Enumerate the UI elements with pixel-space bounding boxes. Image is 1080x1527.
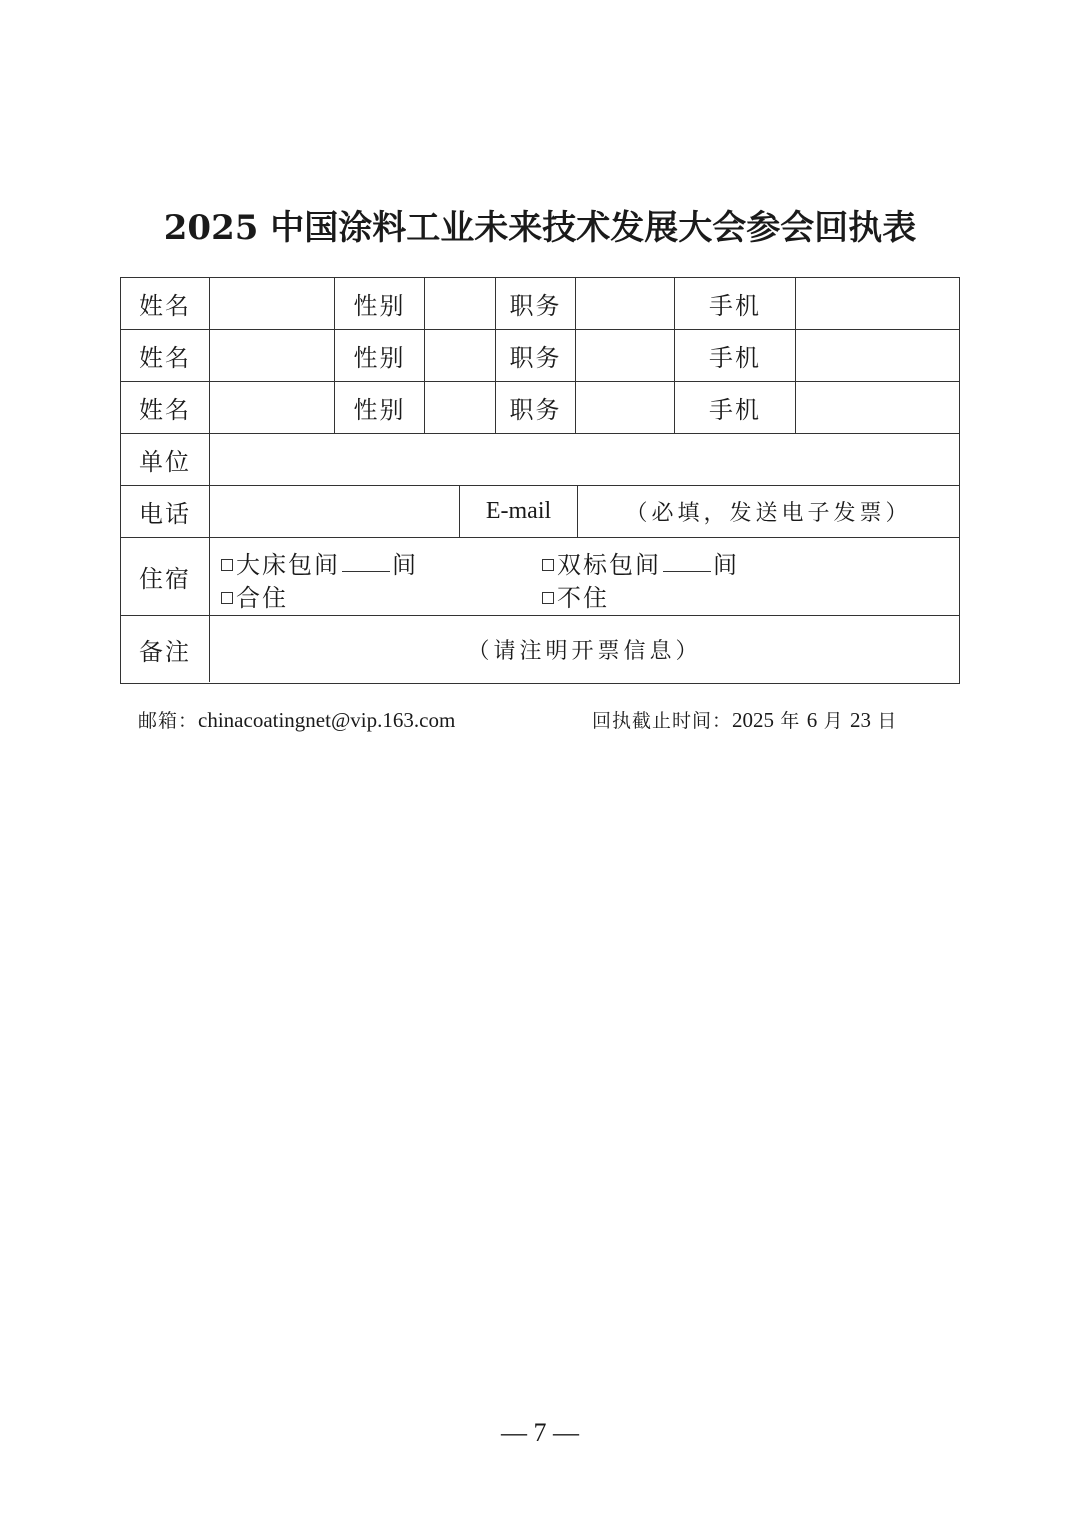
deadline-year-unit: 年 [780,710,801,732]
mailbox-label: 邮箱： [138,710,199,732]
king-room-label: 大床包间 [236,551,340,579]
room-unit-label: 间 [392,551,418,579]
name-label: 姓名 [121,382,210,433]
contact-row [121,486,959,538]
email-input[interactable]: （必填，发送电子发票） [625,501,912,526]
twin-room-checkbox[interactable] [542,559,554,571]
mobile-input[interactable] [796,382,959,433]
email-label: E-mail [460,486,578,537]
position-input[interactable] [576,382,675,433]
form-title: 2025 中国涂料工业未来技术发展大会参会回执表 [163,208,917,248]
gender-label: 性别 [335,382,425,433]
room-unit-label: 间 [713,551,739,579]
king-room-count-blank[interactable] [342,553,390,572]
page-number: — 7 — [501,1418,579,1447]
position-label: 职务 [496,278,576,329]
attendee-row-2 [121,330,959,382]
telephone-label: 电话 [121,486,210,537]
company-input[interactable] [210,434,959,485]
gender-input[interactable] [425,382,496,433]
deadline-day-unit: 日 [877,710,898,732]
deadline-day: 23 [849,708,871,732]
position-input[interactable] [576,278,675,329]
telephone-input[interactable] [210,486,460,537]
lodging-label: 住宿 [121,538,210,615]
deadline-year: 2025 [732,708,775,732]
shared-room-option[interactable] [221,578,288,613]
position-label: 职务 [496,382,576,433]
deadline-month-unit: 月 [823,710,844,732]
position-input[interactable] [576,330,675,381]
mobile-label: 手机 [675,278,796,329]
twin-room-label: 双标包间 [557,551,661,579]
mobile-input[interactable] [796,278,959,329]
registration-form-table [120,277,960,684]
mobile-input[interactable] [796,330,959,381]
king-room-option[interactable] [221,545,418,580]
gender-label: 性别 [335,278,425,329]
company-row [121,434,959,486]
gender-input[interactable] [425,330,496,381]
company-label: 单位 [121,434,210,485]
mobile-label: 手机 [675,382,796,433]
deadline-line [592,706,897,733]
no-stay-label: 不住 [557,584,609,612]
deadline-label: 回执截止时间： [592,710,733,732]
mobile-label: 手机 [675,330,796,381]
deadline-month: 6 [806,708,818,732]
shared-room-label: 合住 [236,584,288,612]
attendee-row-3 [121,382,959,434]
remarks-label: 备注 [121,616,210,682]
king-room-checkbox[interactable] [221,559,233,571]
name-input[interactable] [210,278,335,329]
name-label: 姓名 [121,278,210,329]
name-input[interactable] [210,382,335,433]
twin-room-count-blank[interactable] [663,553,711,572]
remarks-row [121,616,959,682]
shared-room-checkbox[interactable] [221,592,233,604]
mailbox-line [138,706,455,733]
no-stay-option[interactable] [542,578,609,613]
attendee-row-1 [121,278,959,330]
position-label: 职务 [496,330,576,381]
no-stay-checkbox[interactable] [542,592,554,604]
gender-label: 性别 [335,330,425,381]
lodging-row [121,538,959,616]
twin-room-option[interactable] [542,545,739,580]
name-input[interactable] [210,330,335,381]
remarks-input[interactable]: （请注明开票信息） [467,638,702,664]
gender-input[interactable] [425,278,496,329]
name-label: 姓名 [121,330,210,381]
mailbox-email[interactable]: chinacoatingnet@vip.163.com [198,708,456,732]
